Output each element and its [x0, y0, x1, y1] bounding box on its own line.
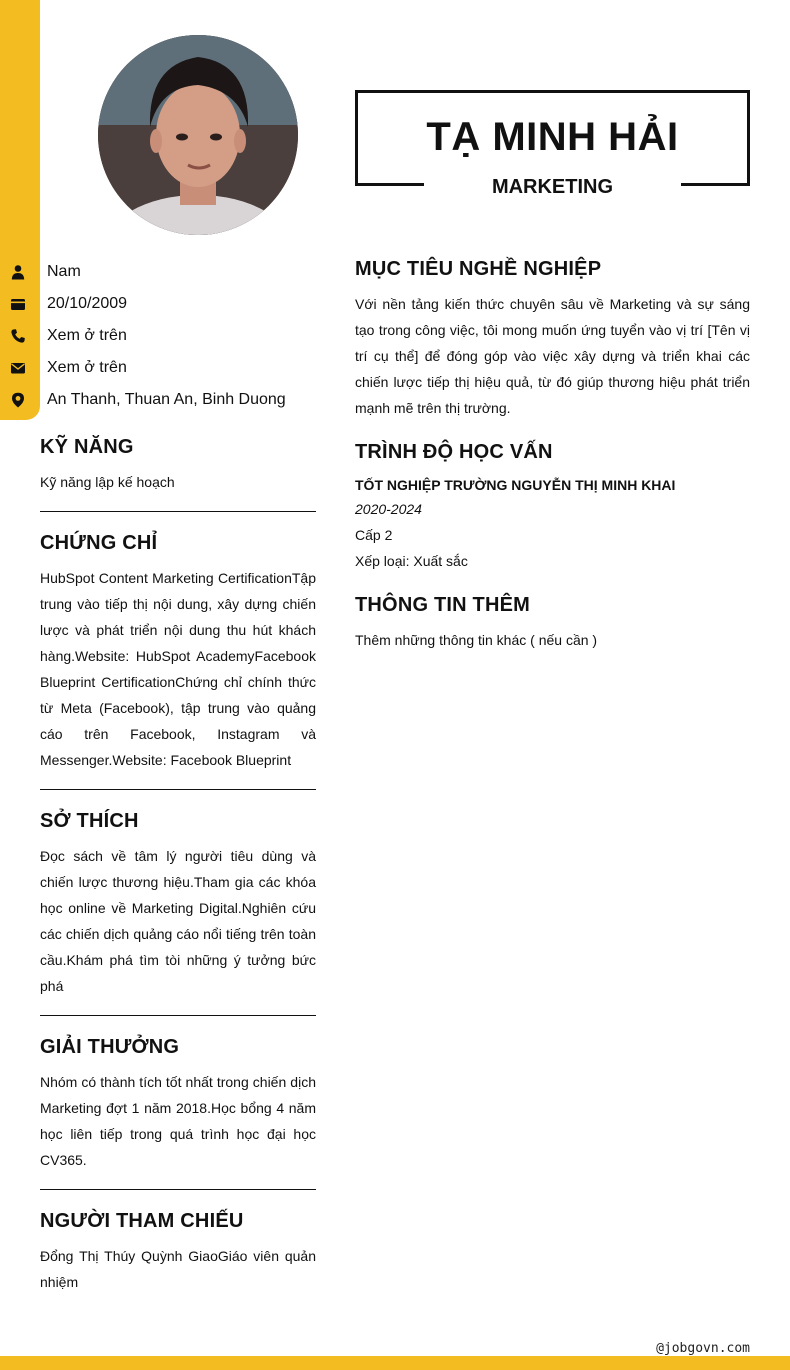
certificates-section — [40, 532, 316, 773]
certificates-content: HubSpot Content Marketing CertificationTập trung vào tiếp thị nội dung, xây dựng chiến lược và phát triển nội dung thu hút khách hàng.Website: HubSpot AcademyFacebook Blueprint CertificationChứng chỉ chính thức từ Meta (Facebook), tập trung vào quảng cáo trên Facebook, Instagram và Messenger.Website: Facebook Blueprint — [40, 570, 316, 768]
awards-content: Nhóm có thành tích tốt nhất trong chiến dịch Marketing đợt 1 năm 2018.Học bổng 4 năm học liên tiếp trong quá trình học đại học CV365. — [40, 1074, 316, 1168]
section-title: SỞ THÍCH — [40, 810, 139, 832]
education-period: 2020-2024 — [355, 501, 422, 517]
mail-icon — [0, 360, 36, 376]
phone-icon — [0, 328, 36, 344]
additional-content: Thêm những thông tin khác ( nếu cần ) — [355, 632, 598, 648]
section-title: TRÌNH ĐỘ HỌC VẤN — [355, 441, 553, 463]
contact-text: Nam — [47, 263, 81, 280]
awards-section — [40, 1036, 316, 1173]
avatar — [98, 35, 298, 235]
education-grade: Xếp loại: Xuất sắc — [355, 553, 468, 569]
right-column — [355, 258, 750, 653]
contact-text: An Thanh, Thuan An, Binh Duong — [47, 391, 286, 408]
additional-info-section — [355, 594, 750, 653]
education-level: Cấp 2 — [355, 527, 393, 543]
divider — [40, 789, 316, 790]
accent-bottom-bar — [0, 1356, 790, 1370]
contact-address — [0, 384, 340, 416]
contact-birthdate — [0, 288, 340, 320]
contact-gender — [0, 256, 340, 288]
section-title: KỸ NĂNG — [40, 436, 134, 458]
left-column — [40, 436, 316, 1295]
divider — [40, 511, 316, 512]
contact-text: 20/10/2009 — [47, 295, 128, 312]
references-content: Đổng Thị Thúy Quỳnh GiaoGiáo viên quản nhiệm — [40, 1248, 316, 1290]
objective-section — [355, 258, 750, 421]
section-title: THÔNG TIN THÊM — [355, 594, 531, 616]
contact-text: Xem ở trên — [47, 359, 127, 376]
person-icon — [0, 264, 36, 280]
skills-section — [40, 436, 316, 495]
job-role: MARKETING — [491, 176, 614, 198]
education-section — [355, 441, 750, 574]
contact-list — [0, 256, 340, 416]
hobbies-content: Đọc sách về tâm lý người tiêu dùng và chiến lược thương hiệu.Tham gia các khóa học online về Marketing Digital.Nghiên cứu các chiến dịch quảng cáo nổi tiếng trên toàn cầu.Khám phá tìm tòi những ý tưởng bức phá — [40, 848, 316, 994]
calendar-icon — [0, 296, 36, 312]
divider — [40, 1015, 316, 1016]
candidate-name: TẠ MINH HẢI — [426, 115, 679, 159]
divider — [40, 1189, 316, 1190]
contact-phone — [0, 320, 340, 352]
section-title: CHỨNG CHỈ — [40, 532, 158, 554]
objective-content: Với nền tảng kiến thức chuyên sâu về Marketing và sự sáng tạo trong công việc, tôi mong muốn ứng tuyển vào vị trí [Tên vị trí cụ thể] để đóng góp vào việc xây dựng và triển khai các chiến lược tiếp thị hiệu quả, từ đó giúp thương hiệu phát triển mạnh mẽ trên thị trường. — [355, 296, 750, 416]
watermark-credit: @jobgovn.com — [656, 1341, 750, 1356]
references-section — [40, 1210, 316, 1295]
contact-email — [0, 352, 340, 384]
location-pin-icon — [0, 392, 36, 408]
education-school: TỐT NGHIỆP TRƯỜNG NGUYỄN THỊ MINH KHAI — [355, 477, 676, 493]
hobbies-section — [40, 810, 316, 999]
section-title: GIẢI THƯỞNG — [40, 1036, 180, 1058]
section-title: NGƯỜI THAM CHIẾU — [40, 1210, 244, 1232]
profile-photo-icon — [98, 35, 298, 235]
contact-text: Xem ở trên — [47, 327, 127, 344]
section-title: MỤC TIÊU NGHỀ NGHIỆP — [355, 258, 602, 280]
skills-content: Kỹ năng lập kế hoạch — [40, 474, 175, 490]
